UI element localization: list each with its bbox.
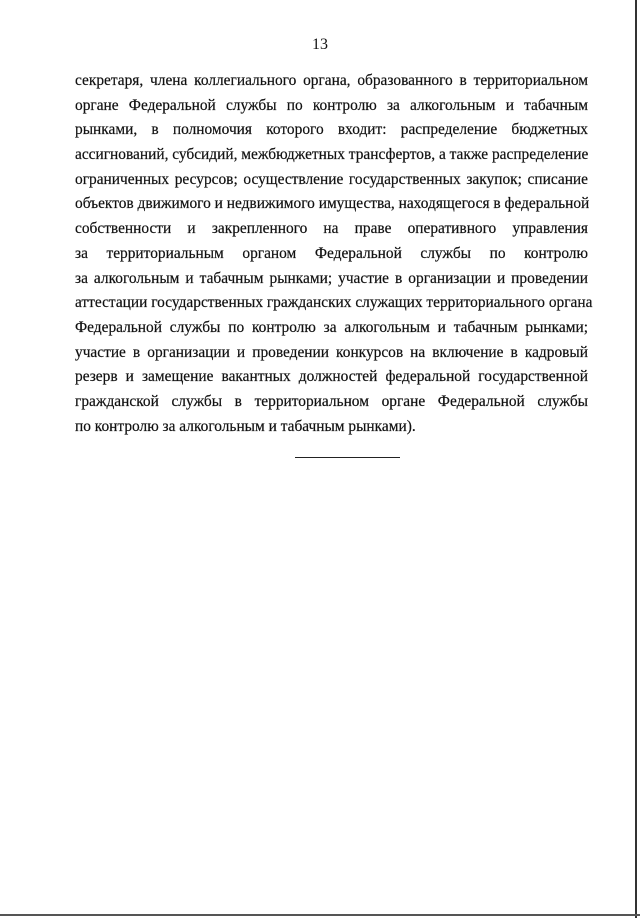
text-line: секретаря, члена коллегиального органа, образованного в территориальном [75,72,588,89]
text-line: гражданской службы в территориальном органе Федеральной службы [75,392,588,410]
page-edge-right [635,0,637,918]
text-line: участие в организации и проведении конкурсов на включение в кадровый [75,343,588,361]
end-divider [295,457,400,458]
text-line: собственности и закрепленного на праве оперативного управления [75,220,588,238]
text-line: за алкогольным и табачным рынками; участие в организации и проведении [75,269,588,287]
page-number: 13 [312,36,328,53]
text-line: органе Федеральной службы по контролю за алкогольным и табачным [75,96,588,114]
text-line: объектов движимого и недвижимого имущества, находящегося в федеральной [75,195,590,213]
text-line: за территориальным органом Федеральной службы по контролю [75,244,588,262]
page-edge-bottom [0,914,640,916]
text-line: аттестации государственных гражданских служащих территориального органа [75,294,593,312]
text-line: ассигнований, субсидий, межбюджетных трансфертов, а также распределение [75,146,589,164]
text-line: по контролю за алкогольным и табачным рынками). [75,417,416,435]
text-line: резерв и замещение вакантных должностей федеральной государственной [75,368,588,386]
text-line: ограниченных ресурсов; осуществление государственных закупок; списание [75,170,588,188]
body-paragraph [75,69,593,439]
text-line: рынками, в полномочия которого входит: распределение бюджетных [75,121,588,139]
text-line: Федеральной службы по контролю за алкогольным и табачным рынками; [75,318,588,336]
